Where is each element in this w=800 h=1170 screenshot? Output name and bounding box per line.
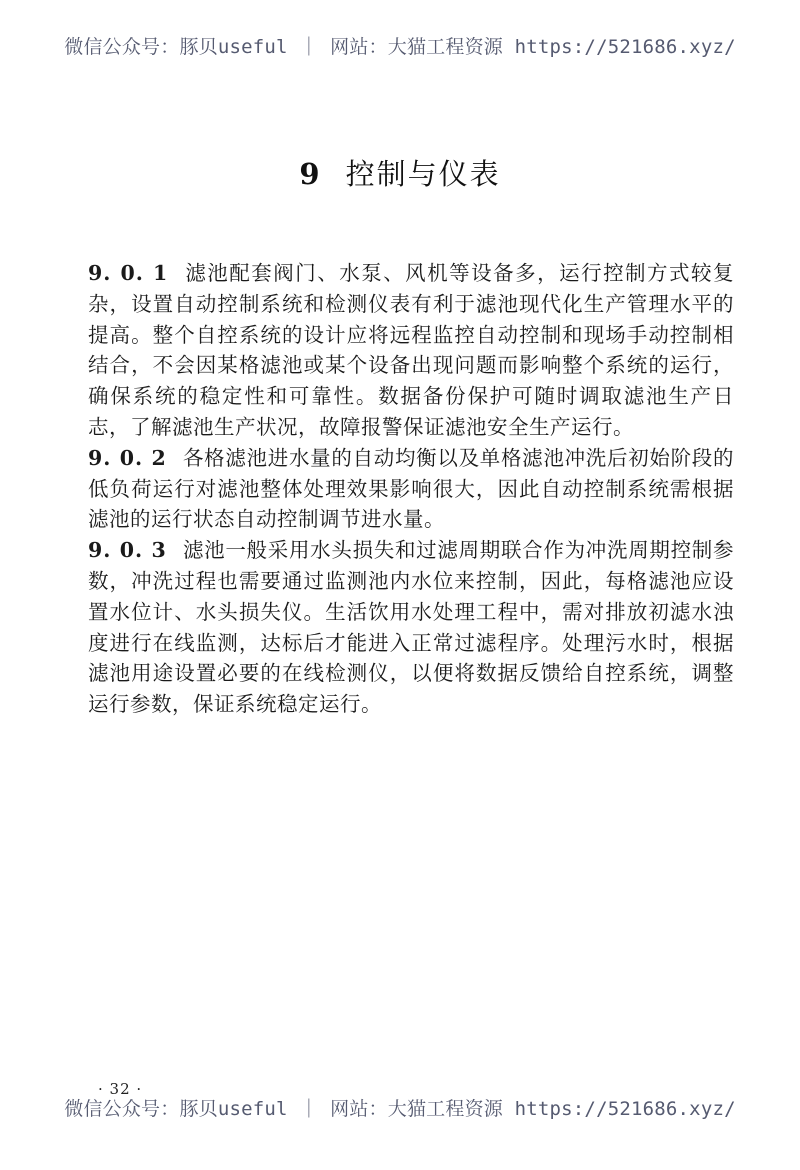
clause-number: 9. 0. 3: [88, 538, 167, 563]
chapter-number: 9: [299, 157, 322, 191]
clause-9-0-1: [88, 258, 734, 443]
clause-9-0-3: [88, 535, 734, 720]
clause-text: 各格滤池进水量的自动均衡以及单格滤池冲洗后初始阶段的低负荷运行对滤池整体处理效果影响很大，因此自动控制系统需根据滤池的运行状态自动控制调节进水量。: [88, 445, 735, 532]
page-number: · 32 ·: [98, 1080, 143, 1098]
chapter-heading: [0, 152, 800, 193]
watermark-bottom: 微信公众号：豚贝useful ｜ 网站：大猫工程资源 https://521686.xyz/: [64, 1098, 736, 1120]
clause-9-0-2: [88, 443, 734, 535]
clause-number: 9. 0. 1: [88, 261, 169, 285]
clause-number: 9. 0. 2: [88, 445, 167, 470]
clause-text: 滤池配套阀门、水泵、风机等设备多，运行控制方式较复杂，设置自动控制系统和检测仪表有利于滤池现代化生产管理水平的提高。整个自控系统的设计应将远程监控自动控制和现场手动控制相结合，不会因某格滤池或某个设备出现问题而影响整个系统的运行，确保系统的稳定性和可靠性。数据备份保护可随时调取滤池生产日志，了解滤池生产状况，故障报警保证滤池安全生产运行。: [88, 261, 735, 439]
clause-text: 滤池一般采用水头损失和过滤周期联合作为冲洗周期控制参数，冲洗过程也需要通过监测池内水位来控制，因此，每格滤池应设置水位计、水头损失仪。生活饮用水处理工程中，需对排放初滤水浊度进行在线监测，达标后才能进入正常过滤程序。处理污水时，根据滤池用途设置必要的在线检测仪，以便将数据反馈给自控系统，调整运行参数，保证系统稳定运行。: [88, 538, 735, 717]
watermark-top: 微信公众号：豚贝useful ｜ 网站：大猫工程资源 https://521686.xyz/: [64, 36, 736, 58]
clause-list: [88, 258, 734, 720]
chapter-title: 控制与仪表: [345, 157, 501, 191]
